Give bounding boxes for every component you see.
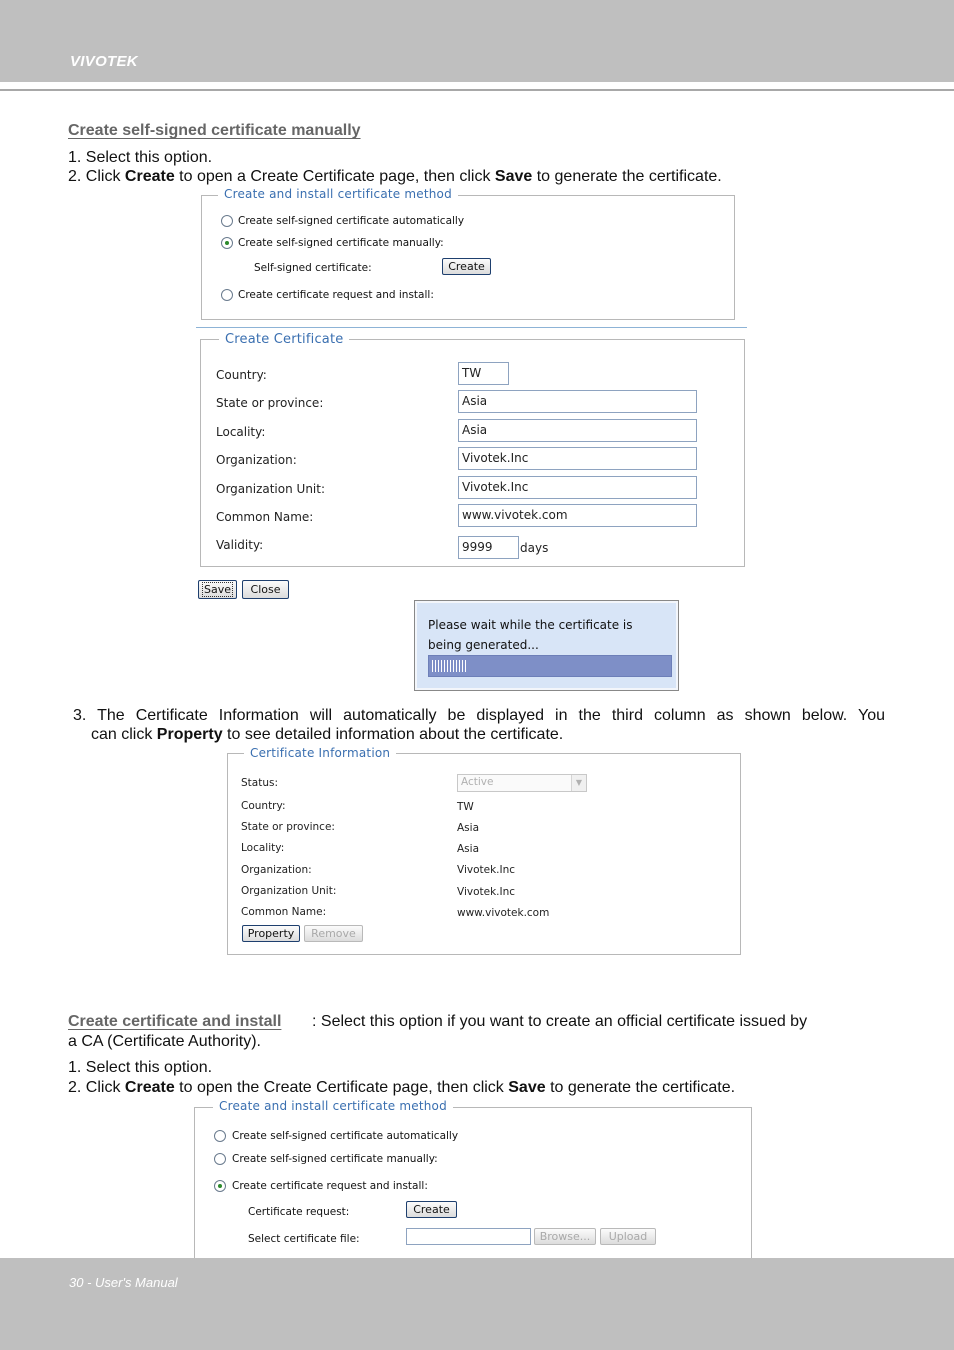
radio-auto-2-label: Create self-signed certificate automatically: [232, 1130, 459, 1142]
create-certificate-panel: [200, 332, 745, 567]
info-state-label: State or province:: [241, 821, 335, 833]
radio-auto-label: Create self-signed certificate automatically: [238, 215, 465, 227]
section-title-self-signed-manual: Create self-signed certificate manually: [68, 122, 361, 139]
radio-manual-2-label: Create self-signed certificate manually:: [232, 1153, 438, 1165]
create-certificate-legend: Create Certificate: [219, 332, 349, 347]
upload-button[interactable]: Upload: [600, 1228, 656, 1245]
certificate-info-legend: Certificate Information: [244, 746, 396, 760]
section-2-desc-line-2: a CA (Certificate Authority).: [68, 1033, 261, 1050]
info-locality-value: Asia: [457, 843, 480, 855]
header-divider: [0, 89, 954, 91]
radio-auto-2[interactable]: [214, 1130, 226, 1142]
progress-message: Please wait while the certificate is being generated...: [428, 618, 633, 652]
progress-dialog: [414, 600, 679, 691]
selfsigned-cert-label: Self-signed certificate:: [254, 262, 372, 274]
radio-manual[interactable]: [221, 237, 233, 249]
select-certificate-file-label: Select certificate file:: [248, 1233, 360, 1245]
window-top-rule: [196, 327, 747, 328]
step-1-text: 1. Select this option.: [68, 149, 213, 166]
header-band: [0, 0, 954, 82]
validity-unit: days: [520, 541, 549, 555]
step-3-line-2: can click Property to see detailed information about the certificate.: [91, 726, 564, 743]
common-name-input[interactable]: www.vivotek.com: [458, 504, 697, 527]
method-panel-1: [201, 187, 735, 320]
section-2-desc-line-1: : Select this option if you want to create an official certificate issued by: [312, 1013, 808, 1030]
organization-input[interactable]: Vivotek.Inc: [458, 447, 697, 470]
method-panel-2: [194, 1099, 752, 1277]
section-2-step-1-text: 1. Select this option.: [68, 1059, 213, 1076]
footer-band: [0, 1258, 954, 1350]
radio-auto[interactable]: [221, 215, 233, 227]
country-label: Country:: [216, 368, 267, 382]
state-input[interactable]: Asia: [458, 390, 697, 413]
info-locality-label: Locality:: [241, 842, 285, 854]
info-state-value: Asia: [457, 822, 480, 834]
chevron-down-icon: ▼: [571, 775, 586, 791]
info-unit-value: Vivotek.Inc: [457, 886, 516, 898]
info-organization-value: Vivotek.Inc: [457, 864, 516, 876]
info-organization-label: Organization:: [241, 864, 312, 876]
info-country-label: Country:: [241, 800, 286, 812]
section-title-create-and-install: Create certificate and install: [68, 1013, 282, 1030]
state-label: State or province:: [216, 396, 324, 410]
status-select-value: Active: [461, 776, 494, 788]
radio-request-2[interactable]: [214, 1180, 226, 1192]
certificate-info-panel: [227, 746, 741, 955]
step-2-text: 2. Click Create to open a Create Certificate page, then click Save to generate the certificate.: [68, 168, 722, 185]
organization-unit-label: Organization Unit:: [216, 482, 326, 496]
create-button[interactable]: Create: [442, 258, 491, 275]
info-unit-label: Organization Unit:: [241, 885, 337, 897]
step-3-line-1: 3. The Certificate Information will automatically be displayed in the third column as shown below. You: [73, 707, 885, 724]
close-button[interactable]: Close: [242, 580, 289, 599]
locality-input[interactable]: Asia: [458, 419, 697, 442]
brand-logo: VIVOTEK: [70, 53, 138, 70]
radio-request-label: Create certificate request and install:: [238, 289, 434, 301]
save-button[interactable]: Save: [198, 580, 237, 599]
organization-unit-input[interactable]: Vivotek.Inc: [458, 476, 697, 499]
status-label: Status:: [241, 777, 278, 789]
radio-manual-label: Create self-signed certificate manually:: [238, 237, 444, 249]
property-button[interactable]: Property: [242, 925, 300, 942]
radio-request-2-label: Create certificate request and install:: [232, 1180, 428, 1192]
method-panel-2-legend: Create and install certificate method: [213, 1099, 453, 1113]
certificate-request-label: Certificate request:: [248, 1206, 350, 1218]
validity-label: Validity:: [216, 538, 264, 552]
remove-button[interactable]: Remove: [304, 925, 363, 942]
footer-page-label: 30 - User's Manual: [69, 1275, 178, 1290]
progress-fill: [432, 660, 468, 672]
radio-manual-2[interactable]: [214, 1153, 226, 1165]
radio-request[interactable]: [221, 289, 233, 301]
status-select[interactable]: [457, 774, 587, 792]
country-input[interactable]: TW: [458, 362, 509, 385]
certificate-file-input[interactable]: [406, 1228, 531, 1245]
info-common-name-label: Common Name:: [241, 906, 327, 918]
validity-input[interactable]: 9999: [458, 536, 519, 559]
info-country-value: TW: [457, 801, 474, 813]
create-request-button[interactable]: Create: [406, 1201, 457, 1218]
progress-bar: [428, 655, 672, 677]
organization-label: Organization:: [216, 453, 297, 467]
browse-button[interactable]: Browse...: [534, 1228, 596, 1245]
locality-label: Locality:: [216, 425, 266, 439]
common-name-label: Common Name:: [216, 510, 314, 524]
section-2-step-2-text: 2. Click Create to open the Create Certificate page, then click Save to generate the certificate.: [68, 1079, 736, 1096]
info-common-name-value: www.vivotek.com: [457, 907, 550, 919]
method-panel-legend: Create and install certificate method: [218, 187, 458, 201]
